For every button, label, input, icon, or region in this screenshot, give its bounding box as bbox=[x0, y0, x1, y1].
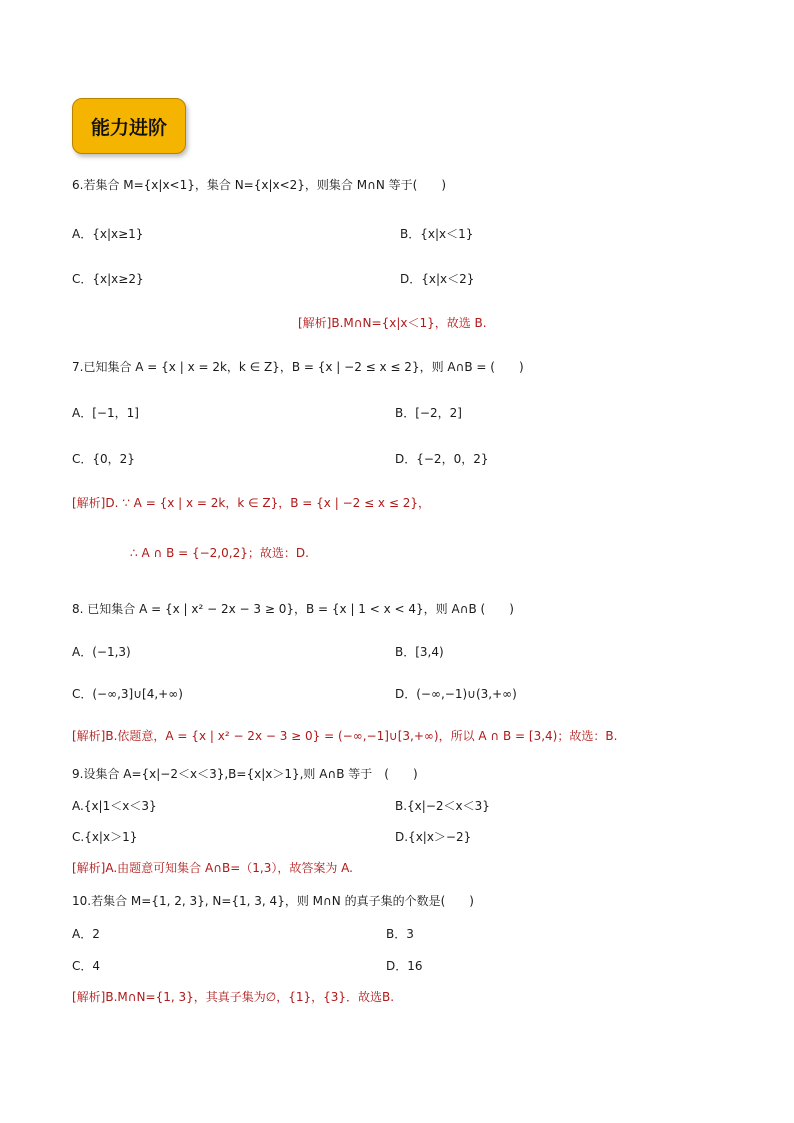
q10-option-a: A．2 bbox=[72, 927, 100, 941]
q9-option-a: A.{x|1＜x＜3} bbox=[72, 799, 157, 813]
q10-solution: [解析]B.M∩N={1, 3}，其真子集为∅，{1}，{3}．故选B. bbox=[72, 990, 395, 1004]
q6-option-b: B．{x|x＜1} bbox=[400, 227, 474, 241]
q6-option-c: C．{x|x≥2} bbox=[72, 272, 144, 286]
q8-option-b: B．[3,4) bbox=[395, 645, 444, 659]
q9-option-b: B.{x|−2＜x＜3} bbox=[395, 799, 490, 813]
q8-option-c: C．(−∞,3]∪[4,+∞) bbox=[72, 687, 183, 701]
q7-option-a: A．[−1，1] bbox=[72, 406, 139, 420]
q6-stem: 6.若集合 M={x|x<1}，集合 N={x|x<2}，则集合 M∩N 等于( ) bbox=[72, 178, 447, 192]
q6-solution: [解析]B.M∩N={x|x＜1}，故选 B. bbox=[298, 316, 487, 330]
q7-option-c: C．{0，2} bbox=[72, 452, 135, 466]
q7-option-b: B．[−2，2] bbox=[395, 406, 462, 420]
q8-stem: 8. 已知集合 A = {x | x² − 2x − 3 ≥ 0}，B = {x | 1 < x < 4}，则 A∩B ( ) bbox=[72, 602, 514, 616]
q10-option-c: C．4 bbox=[72, 959, 101, 973]
q8-solution: [解析]B.依题意，A = {x | x² − 2x − 3 ≥ 0} = (−∞,−1]∪[3,+∞)，所以 A ∩ B = [3,4)；故选：B. bbox=[72, 729, 618, 743]
q10-option-b: B．3 bbox=[386, 927, 414, 941]
q7-option-d: D．{−2，0，2} bbox=[395, 452, 489, 466]
q9-solution: [解析]A.由题意可知集合 A∩B=（1,3），故答案为 A. bbox=[72, 861, 353, 875]
q7-stem: 7.已知集合 A = {x | x = 2k，k ∈ Z}，B = {x | −2 ≤ x ≤ 2}，则 A∩B = ( ) bbox=[72, 360, 524, 374]
q8-option-d: D．(−∞,−1)∪(3,+∞) bbox=[395, 687, 517, 701]
q6-option-a: A．{x|x≥1} bbox=[72, 227, 144, 241]
q9-stem: 9.设集合 A={x|−2＜x＜3},B={x|x＞1},则 A∩B 等于 ( ) bbox=[72, 767, 418, 781]
q10-option-d: D．16 bbox=[386, 959, 423, 973]
q9-option-d: D.{x|x＞−2} bbox=[395, 830, 472, 844]
q7-solution-line1: [解析]D. ∵ A = {x | x = 2k，k ∈ Z}，B = {x | −2 ≤ x ≤ 2}， bbox=[72, 496, 430, 510]
q10-stem: 10.若集合 M={1, 2, 3}, N={1, 3, 4}，则 M∩N 的真子集的个数是( ) bbox=[72, 894, 474, 908]
q7-solution-line2: ∴ A ∩ B = {−2,0,2}；故选：D. bbox=[130, 546, 309, 560]
q6-option-d: D．{x|x＜2} bbox=[400, 272, 475, 286]
section-badge: 能力进阶 bbox=[72, 98, 186, 154]
q9-option-c: C.{x|x＞1} bbox=[72, 830, 138, 844]
q8-option-a: A．(−1,3) bbox=[72, 645, 131, 659]
